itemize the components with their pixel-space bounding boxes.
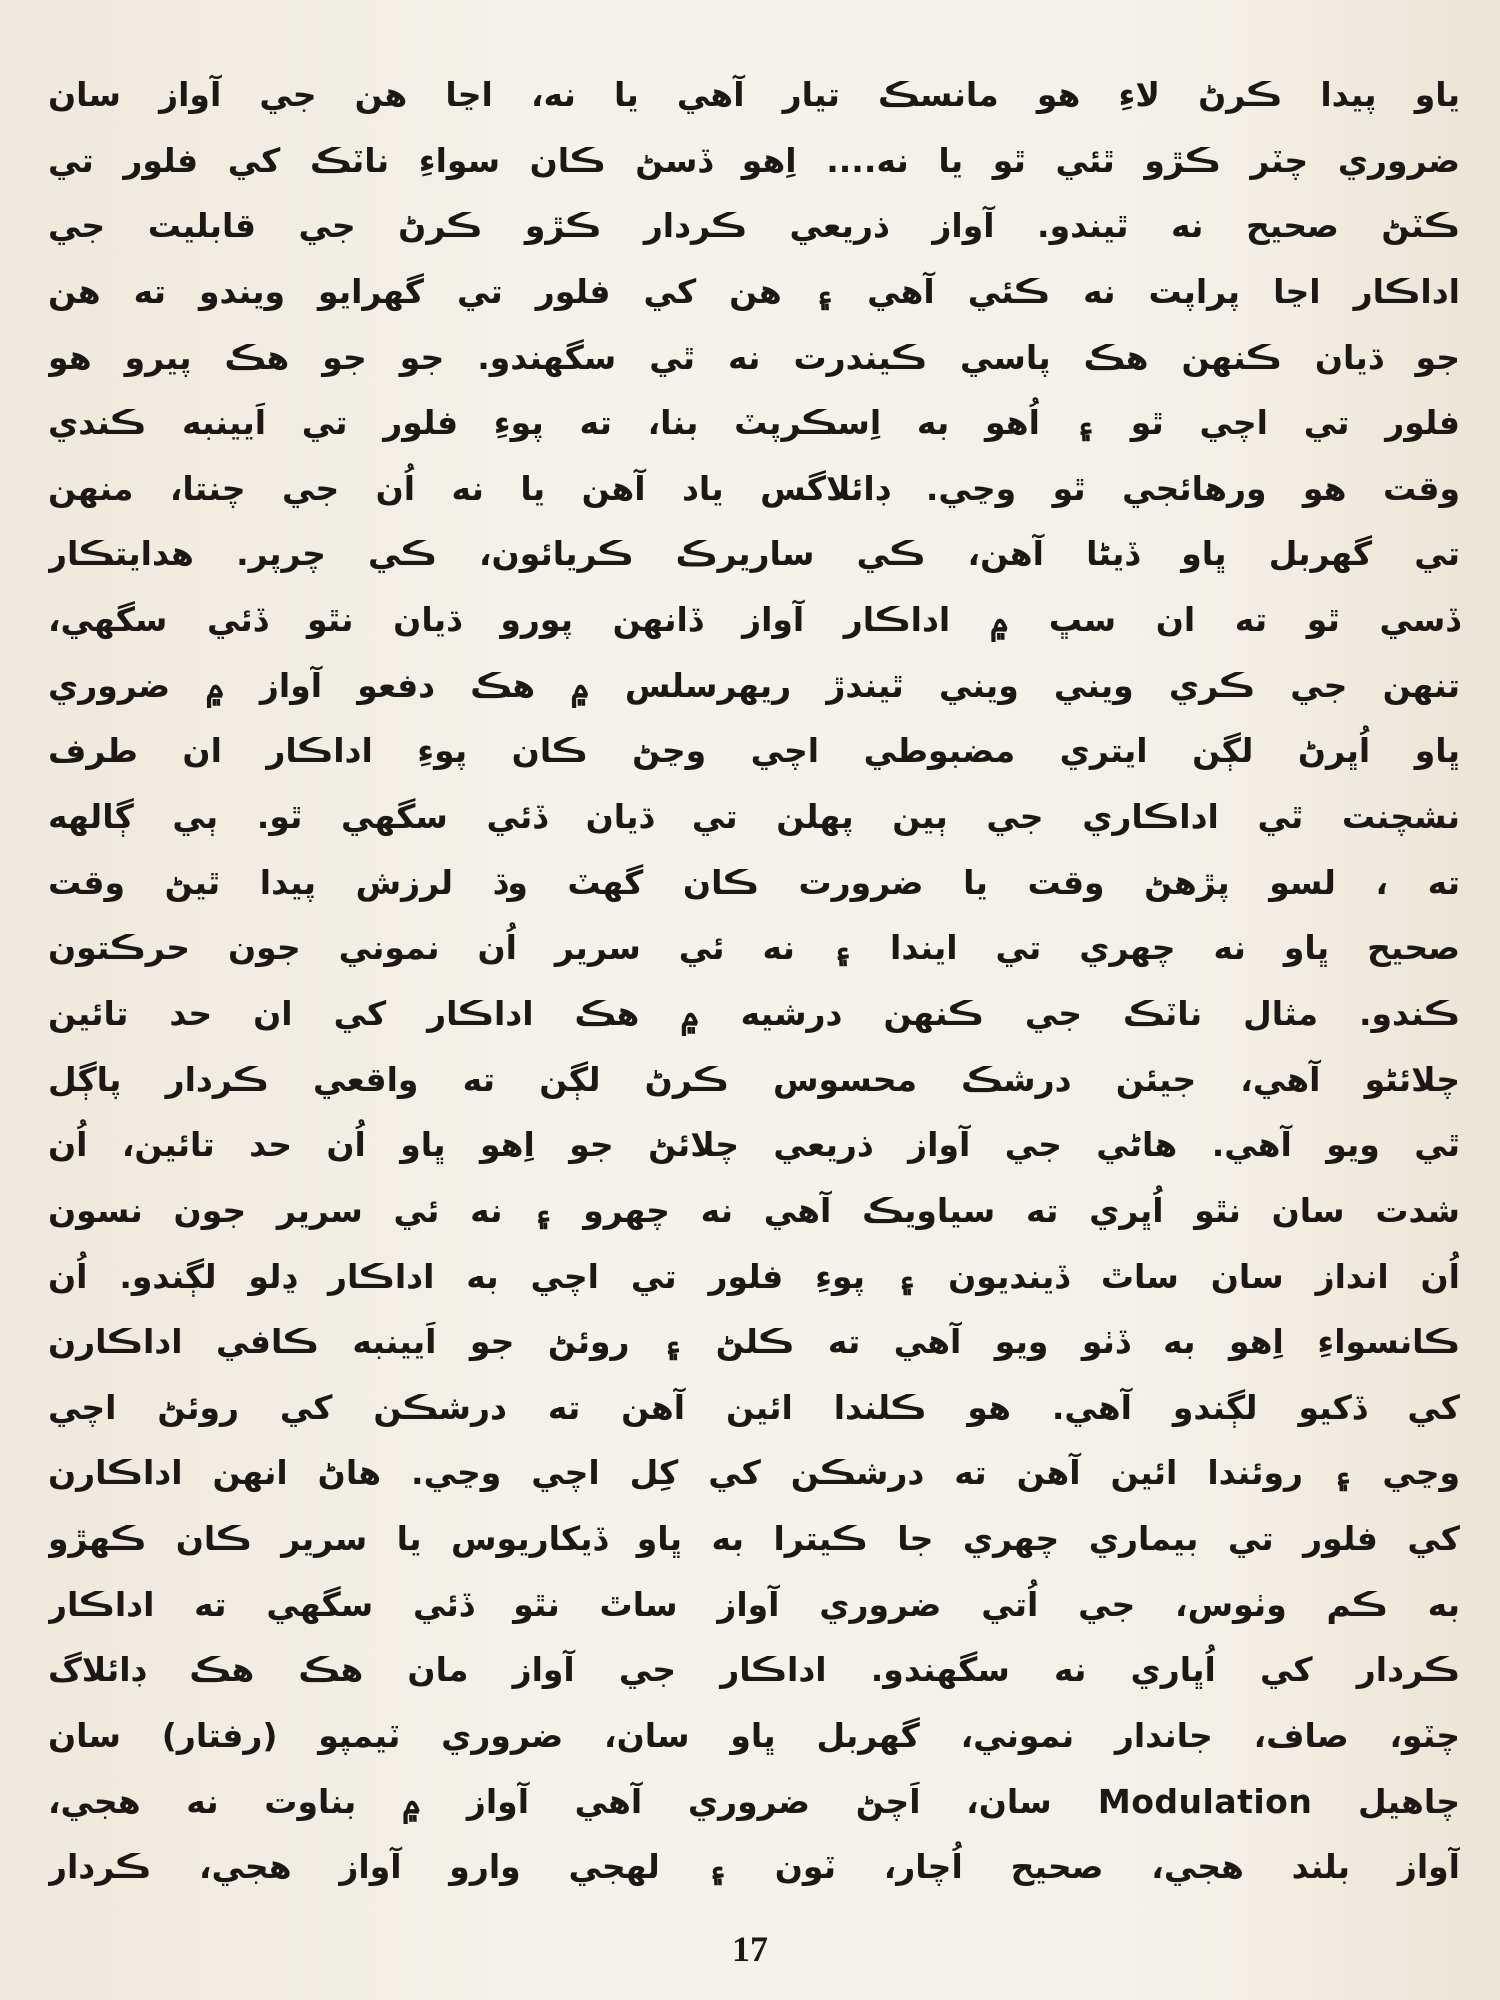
body-text	[48, 62, 1460, 1900]
text-line: فلور تي اچي ٿو ۽ اُهو به اِسڪرپٽ بنا، ته پوءِ فلور تي اَيينبه ڪندي	[48, 403, 1460, 443]
text-line: کي ڏکيو لڳندو آهي. هو ڪلندا ائين آهن ته درشڪن کي روئڻ اچي	[48, 1387, 1460, 1427]
text-line: وقت هو ورهائجي ٿو وڃي. ڊائلاگس ياد آهن يا نه اُن جي چنتا، منهن	[48, 468, 1460, 508]
text-line: ٿي ويو آهي. هاڻي جي آواز ذريعي چلائڻ جو اِهو ڀاو اُن حد تائين، اُن	[48, 1125, 1460, 1165]
text-line: آواز بلند هجي، صحيح اُچار، ٽون ۽ لهجي وارو آواز هجي، ڪردار	[48, 1847, 1460, 1887]
text-line: نشچنت ٿي اداڪاري جي ٻين پهلن تي ڌيان ڏئي سگهي ٿو. ٻي ڳالهه	[48, 797, 1460, 837]
text-line: جو ڌيان ڪنهن هڪ پاسي ڪيندرت نه ٿي سگهندو. جو جو هڪ پيرو هو	[48, 337, 1460, 377]
text-line: کي فلور تي بيماري چهري جا ڪيترا به ڀاو ڏيکاريوس يا سرير ڪان ڪهڙو	[48, 1519, 1460, 1559]
text-line: چاهيل Modulation سان، اَچڻ ضروري آهي آواز ۾ بناوت نه هجي،	[48, 1781, 1460, 1821]
text-line: ڪٽڻ صحيح نه ٿيندو. آواز ذريعي ڪردار ڪڙو ڪرڻ جي قابليت جي	[48, 206, 1460, 246]
text-line: ياو پيدا ڪرڻ لاءِ هو مانسڪ تيار آهي يا نه، اڃا هن جي آواز سان	[48, 75, 1460, 114]
text-line: تنهن جي ڪري ويني ويني ٿيندڙ ريهرسلس ۾ هڪ دفعو آواز ۾ ضروري	[48, 665, 1460, 705]
text-line: ڪندو. مثال ناٽڪ جي ڪنهن درشيه ۾ هڪ اداڪار کي ان حد تائين	[48, 993, 1460, 1033]
text-line: اداڪار اڃا پراپت نه ڪئي آهي ۽ هن کي فلور تي گهرايو ويندو ته هن	[48, 271, 1460, 311]
page-number: 17	[732, 1929, 768, 1969]
text-line: ڪردار کي اُڀاري نه سگهندو. اداڪار جي آواز مان هڪ هڪ ڊائلاگ	[48, 1650, 1460, 1690]
text-line: ته ، لسو پڙهڻ وقت يا ضرورت ڪان گهٽ وڌ لرزش پيدا ٿيڻ وقت	[48, 862, 1460, 902]
text-line: چلائڻو آهي، جيئن درشڪ محسوس ڪرڻ لڳن ته واقعي ڪردار پاڳل	[48, 1059, 1460, 1099]
text-line: اُن انداز سان ساٿ ڏينديون ۽ پوءِ فلور تي اچي به اداڪار ڍلو لڳندو. اُن	[48, 1256, 1460, 1296]
text-line: شدت سان نٿو اُڀري ته سياويڪ آهي نه چهرو ۽ نه ئي سرير جون نسون	[48, 1190, 1460, 1230]
text-line: وڃي ۽ روئندا ائين آهن ته درشڪن کي کِل اچي وڃي. هاڻ انهن اداڪارن	[48, 1453, 1460, 1493]
text-line: به ڪم وٺوس، جي اُتي ضروري آواز ساٿ نٿو ڏئي سگهي ته اداڪار	[48, 1584, 1460, 1624]
text-line: ڏسي ٿو ته ان سڀ ۾ اداڪار آواز ڏانهن پورو ڌيان نٿو ڏئي سگهي،	[48, 600, 1460, 640]
text-line: صحيح ڀاو نه چهري تي ايندا ۽ نه ئي سرير اُن نموني جون حرڪتون	[48, 928, 1460, 968]
text-line: تي گهربل ڀاو ڏيڻا آهن، ڪي ساريرڪ ڪريائون، ڪي چرپر. هدايتڪار	[48, 534, 1460, 574]
text-line: ڀاو اُڀرڻ لڳن ايتري مضبوطي اچي وڃڻ ڪان پوءِ اداڪار ان طرف	[48, 731, 1460, 771]
text-line: ضروري چٽر ڪڙو ٿئي ٿو يا نه.... اِهو ڏسڻ ڪان سواءِ ناٽڪ کي فلور تي	[48, 140, 1460, 180]
text-line: چٽو، صاف، جاندار نموني، گهربل ڀاو سان، ضروري ٽيمپو (رفتار) سان	[48, 1716, 1460, 1756]
text-line: ڪانسواءِ اِهو به ڏٺو ويو آهي ته ڪلڻ ۽ روئڻ جو اَيينبه ڪافي اداڪارن	[48, 1322, 1460, 1362]
